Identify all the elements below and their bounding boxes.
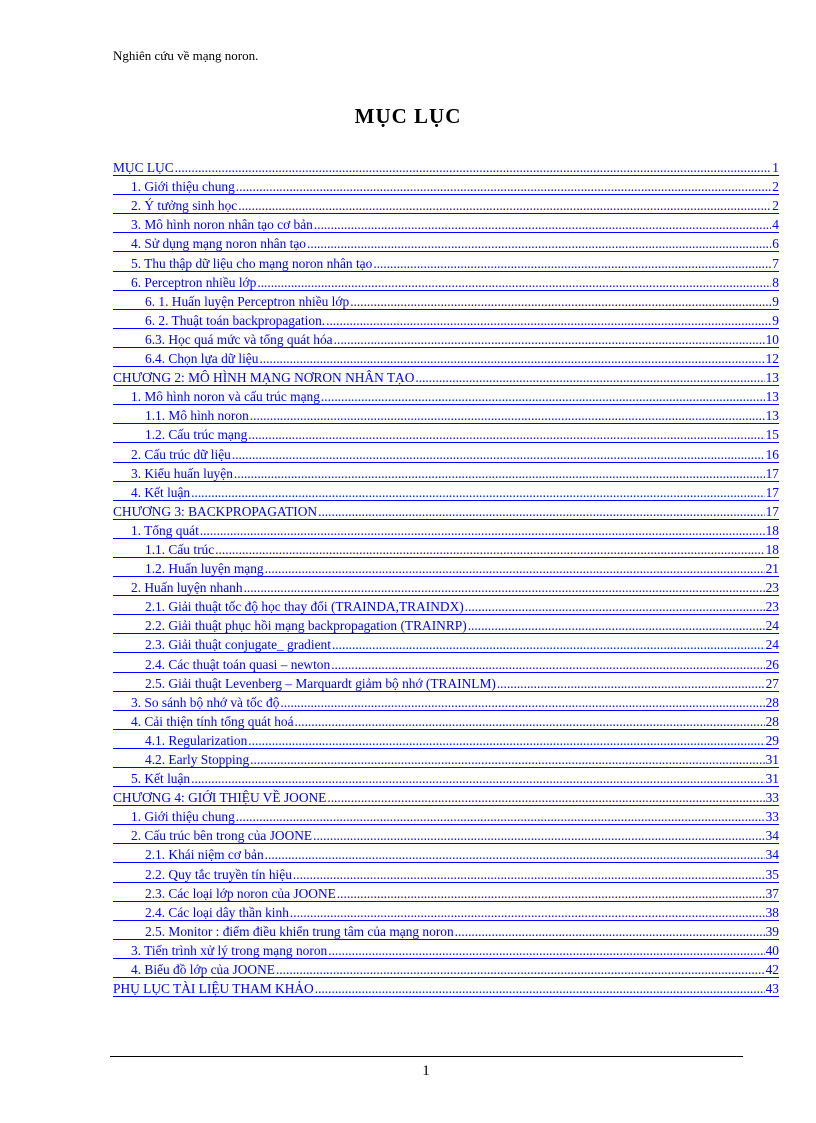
toc-entry-page: 37 bbox=[765, 885, 779, 901]
toc-dot-leader bbox=[236, 179, 772, 194]
toc-entry-label: 2.3. Giải thuật conjugate_ gradient bbox=[145, 637, 331, 653]
toc-entry-label: 5. Thu thập dữ liệu cho mạng noron nhân tạo bbox=[131, 255, 373, 271]
toc-entry[interactable] bbox=[113, 424, 779, 443]
toc-dot-leader bbox=[326, 313, 771, 328]
toc-dot-leader bbox=[331, 657, 764, 672]
toc-dot-leader bbox=[244, 580, 765, 595]
toc-entry-page: 28 bbox=[765, 694, 779, 710]
toc-entry[interactable] bbox=[113, 539, 779, 558]
toc-entry[interactable] bbox=[113, 252, 779, 271]
toc-entry[interactable] bbox=[113, 959, 779, 978]
toc-entry[interactable] bbox=[113, 214, 779, 233]
toc-dot-leader bbox=[290, 905, 765, 920]
toc-dot-leader bbox=[191, 771, 764, 786]
toc-entry-page: 9 bbox=[772, 293, 779, 309]
toc-entry-label: 3. Tiến trình xử lý trong mạng noron bbox=[131, 942, 328, 958]
toc-entry[interactable] bbox=[113, 768, 779, 787]
toc-dot-leader bbox=[373, 256, 771, 271]
toc-entry[interactable] bbox=[113, 291, 779, 310]
toc-entry-page: 23 bbox=[765, 580, 779, 596]
toc-dot-leader bbox=[280, 695, 764, 710]
toc-dot-leader bbox=[265, 847, 765, 862]
toc-dot-leader bbox=[337, 886, 765, 901]
toc-entry-label: 4. Cải thiện tính tổng quát hoá bbox=[131, 713, 294, 729]
toc-entry-label: 2. Huấn luyện nhanh bbox=[131, 580, 243, 596]
toc-entry-label: 1. Giới thiệu chung bbox=[131, 179, 235, 195]
toc-entry-label: 3. So sánh bộ nhớ và tốc độ bbox=[131, 694, 280, 710]
toc-dot-leader bbox=[332, 637, 765, 652]
toc-entry-page: 24 bbox=[765, 618, 779, 634]
toc-entry-page: 38 bbox=[765, 904, 779, 920]
toc-entry[interactable] bbox=[113, 902, 779, 921]
toc-entry-label: 4.1. Regularization bbox=[145, 732, 248, 748]
toc-entry[interactable] bbox=[113, 692, 779, 711]
running-header: Nghiên cứu về mạng noron. bbox=[113, 48, 259, 63]
toc-entry[interactable] bbox=[113, 176, 779, 195]
toc-entry-label: 2.5. Giải thuật Levenberg – Marquardt giảm bộ nhớ (TRAINLM) bbox=[145, 675, 496, 691]
toc-dot-leader bbox=[327, 790, 764, 805]
toc-entry-page: 17 bbox=[765, 484, 779, 500]
toc-entry-label: 3. Kiểu huấn luyện bbox=[131, 465, 233, 481]
toc-entry-page: 31 bbox=[765, 771, 779, 787]
toc-entry[interactable] bbox=[113, 157, 779, 176]
toc-entry-label: 6. Perceptron nhiều lớp bbox=[131, 274, 257, 290]
toc-entry-page: 27 bbox=[765, 675, 779, 691]
toc-entry[interactable] bbox=[113, 711, 779, 730]
toc-dot-leader bbox=[350, 294, 771, 309]
toc-entry[interactable] bbox=[113, 940, 779, 959]
toc-entry-page: 33 bbox=[765, 790, 779, 806]
toc-entry-label: 2.4. Các thuật toán quasi – newton bbox=[145, 656, 331, 672]
toc-dot-leader bbox=[236, 809, 765, 824]
toc-entry-label: 5. Kết luận bbox=[131, 771, 191, 787]
toc-dot-leader bbox=[497, 676, 765, 691]
toc-dot-leader bbox=[415, 370, 764, 385]
toc-entry-label: 2.1. Giải thuật tốc độ học thay đổi (TRAINDA,TRAINDX) bbox=[145, 599, 464, 615]
toc-entry-page: 28 bbox=[765, 713, 779, 729]
toc-entry-page: 43 bbox=[765, 981, 779, 997]
toc-dot-leader bbox=[175, 160, 772, 175]
toc-entry[interactable] bbox=[113, 520, 779, 539]
toc-entry-page: 6 bbox=[772, 236, 779, 252]
toc-entry[interactable] bbox=[113, 501, 779, 520]
footer-divider bbox=[110, 1056, 743, 1057]
toc-entry[interactable] bbox=[113, 233, 779, 252]
toc-entry-label: CHƯƠNG 2: MÔ HÌNH MẠNG NƠRON NHÂN TẠO bbox=[113, 370, 415, 386]
toc-entry-page: 26 bbox=[765, 656, 779, 672]
toc-entry-label: 6.4. Chọn lựa dữ liệu bbox=[145, 351, 259, 367]
toc-entry[interactable] bbox=[113, 673, 779, 692]
page-number: 1 bbox=[422, 1063, 430, 1079]
toc-dot-leader bbox=[257, 275, 771, 290]
toc-entry-page: 23 bbox=[765, 599, 779, 615]
toc-entry-page: 24 bbox=[765, 637, 779, 653]
toc-dot-leader bbox=[191, 485, 764, 500]
toc-entry-label: CHƯƠNG 4: GIỚI THIỆU VỀ JOONE bbox=[113, 790, 327, 806]
toc-entry-label: 2. Cấu trúc dữ liệu bbox=[131, 446, 231, 462]
toc-entry-page: 40 bbox=[765, 942, 779, 958]
toc-dot-leader bbox=[314, 217, 771, 232]
toc-entry-page: 15 bbox=[765, 427, 779, 443]
toc-dot-leader bbox=[276, 962, 765, 977]
toc-entry-page: 10 bbox=[765, 331, 779, 347]
toc-entry-page: 8 bbox=[772, 274, 779, 290]
toc-entry-label: 1. Mô hình noron và cấu trúc mạng bbox=[131, 389, 320, 405]
toc-entry-page: 42 bbox=[765, 962, 779, 978]
toc-entry-label: 2.1. Khái niệm cơ bản bbox=[145, 847, 264, 863]
toc-entry[interactable] bbox=[113, 844, 779, 863]
toc-entry[interactable] bbox=[113, 367, 779, 386]
toc-entry-label: 2.2. Giải thuật phục hồi mạng backpropagation (TRAINRP) bbox=[145, 618, 467, 634]
toc-dot-leader bbox=[295, 714, 765, 729]
toc-entry[interactable] bbox=[113, 825, 779, 844]
toc-entry-page: 13 bbox=[765, 408, 779, 424]
toc-entry-page: 12 bbox=[765, 351, 779, 367]
toc-entry-label: 2.5. Monitor : điểm điều khiển trung tâm của mạng noron bbox=[145, 923, 454, 939]
toc-entry-page: 29 bbox=[765, 732, 779, 748]
toc-entry[interactable] bbox=[113, 615, 779, 634]
toc-entry[interactable] bbox=[113, 558, 779, 577]
table-of-contents bbox=[113, 157, 779, 997]
toc-entry[interactable] bbox=[113, 272, 779, 291]
toc-entry-label: 2. Cấu trúc bên trong của JOONE bbox=[131, 828, 313, 844]
toc-dot-leader bbox=[334, 332, 765, 347]
toc-entry-page: 17 bbox=[765, 465, 779, 481]
toc-entry-page: 34 bbox=[765, 847, 779, 863]
toc-entry[interactable] bbox=[113, 921, 779, 940]
toc-entry[interactable] bbox=[113, 730, 779, 749]
toc-entry-page: 2 bbox=[772, 179, 779, 195]
toc-entry-label: 1.2. Cấu trúc mạng bbox=[145, 427, 248, 443]
toc-entry-label: 3. Mô hình noron nhân tạo cơ bản bbox=[131, 217, 313, 233]
toc-entry-label: 2. Ý tưởng sinh học bbox=[131, 198, 238, 214]
toc-entry-label: 2.2. Quy tắc truyền tín hiệu bbox=[145, 866, 292, 882]
toc-entry[interactable] bbox=[113, 596, 779, 615]
toc-entry-page: 2 bbox=[772, 198, 779, 214]
toc-entry-label: CHƯƠNG 3: BACKPROPAGATION bbox=[113, 503, 318, 519]
toc-entry-label: 4. Sử dụng mạng noron nhân tạo bbox=[131, 236, 306, 252]
toc-entry[interactable] bbox=[113, 787, 779, 806]
toc-entry[interactable] bbox=[113, 386, 779, 405]
toc-entry[interactable] bbox=[113, 310, 779, 329]
toc-dot-leader bbox=[328, 943, 764, 958]
toc-dot-leader bbox=[215, 542, 764, 557]
toc-entry-label: 4. Kết luận bbox=[131, 484, 191, 500]
toc-dot-leader bbox=[313, 828, 765, 843]
toc-dot-leader bbox=[238, 198, 771, 213]
toc-dot-leader bbox=[318, 504, 765, 519]
toc-entry-label: 6. 1. Huấn luyện Perceptron nhiều lớp bbox=[145, 293, 350, 309]
toc-entry[interactable] bbox=[113, 482, 779, 501]
toc-entry-label: 4.2. Early Stopping bbox=[145, 752, 250, 767]
toc-entry-page: 33 bbox=[765, 809, 779, 825]
toc-entry[interactable] bbox=[113, 348, 779, 367]
toc-dot-leader bbox=[250, 408, 765, 423]
toc-entry[interactable] bbox=[113, 405, 779, 424]
toc-entry-page: 1 bbox=[772, 160, 779, 176]
toc-entry[interactable] bbox=[113, 863, 779, 882]
toc-entry-page: 16 bbox=[765, 446, 779, 462]
toc-dot-leader bbox=[234, 466, 765, 481]
toc-entry-page: 13 bbox=[765, 389, 779, 405]
toc-entry-page: 21 bbox=[765, 561, 779, 577]
toc-entry[interactable] bbox=[113, 577, 779, 596]
toc-dot-leader bbox=[465, 599, 765, 614]
toc-dot-leader bbox=[307, 236, 771, 251]
toc-dot-leader bbox=[248, 733, 764, 748]
toc-dot-leader bbox=[250, 752, 764, 767]
toc-entry[interactable] bbox=[113, 463, 779, 482]
toc-dot-leader bbox=[232, 447, 765, 462]
toc-dot-leader bbox=[315, 981, 765, 996]
toc-dot-leader bbox=[455, 924, 765, 939]
toc-entry[interactable] bbox=[113, 634, 779, 653]
toc-entry-label: 1. Tổng quát bbox=[131, 522, 199, 538]
toc-entry-page: 13 bbox=[765, 370, 779, 386]
toc-entry-label: MỤC LỤC bbox=[113, 160, 174, 176]
toc-entry-label: 1.1. Cấu trúc bbox=[145, 541, 215, 557]
toc-entry-label: 6.3. Học quá mức và tổng quát hóa bbox=[145, 331, 333, 347]
toc-dot-leader bbox=[321, 389, 765, 404]
toc-dot-leader bbox=[468, 618, 765, 633]
toc-dot-leader bbox=[265, 561, 765, 576]
toc-entry[interactable] bbox=[113, 749, 779, 768]
toc-entry-page: 7 bbox=[772, 255, 779, 271]
toc-dot-leader bbox=[259, 351, 764, 366]
page-title: MỤC LỤC bbox=[354, 104, 462, 128]
toc-entry-label: 2.3. Các loại lớp noron của JOONE bbox=[145, 885, 336, 901]
toc-entry-page: 31 bbox=[765, 752, 779, 767]
toc-entry-label: 4. Biểu đồ lớp của JOONE bbox=[131, 962, 275, 978]
toc-entry[interactable] bbox=[113, 195, 779, 214]
toc-entry-label: 1.2. Huấn luyện mạng bbox=[145, 561, 264, 577]
toc-entry-page: 17 bbox=[765, 503, 779, 519]
toc-entry-label: 6. 2. Thuật toán backpropagation. bbox=[145, 312, 326, 328]
toc-entry[interactable] bbox=[113, 443, 779, 462]
toc-entry-page: 35 bbox=[765, 866, 779, 882]
toc-entry-label: 1.1. Mô hình noron bbox=[145, 408, 249, 424]
toc-dot-leader bbox=[293, 867, 765, 882]
toc-entry[interactable] bbox=[113, 978, 779, 997]
toc-entry-label: 1. Giới thiệu chung bbox=[131, 809, 235, 825]
toc-dot-leader bbox=[200, 523, 765, 538]
toc-entry-label: PHỤ LỤC TÀI LIỆU THAM KHẢO bbox=[113, 981, 314, 997]
toc-dot-leader bbox=[248, 427, 764, 442]
toc-entry-page: 34 bbox=[765, 828, 779, 844]
toc-entry[interactable] bbox=[113, 806, 779, 825]
toc-entry-page: 18 bbox=[765, 541, 779, 557]
toc-entry-page: 9 bbox=[772, 312, 779, 328]
toc-entry-page: 18 bbox=[765, 522, 779, 538]
toc-entry-page: 39 bbox=[765, 923, 779, 939]
toc-entry[interactable] bbox=[113, 883, 779, 902]
toc-entry[interactable] bbox=[113, 329, 779, 348]
toc-entry-page: 4 bbox=[772, 217, 779, 233]
toc-entry[interactable] bbox=[113, 653, 779, 672]
toc-entry-label: 2.4. Các loại dây thần kinh bbox=[145, 904, 289, 920]
